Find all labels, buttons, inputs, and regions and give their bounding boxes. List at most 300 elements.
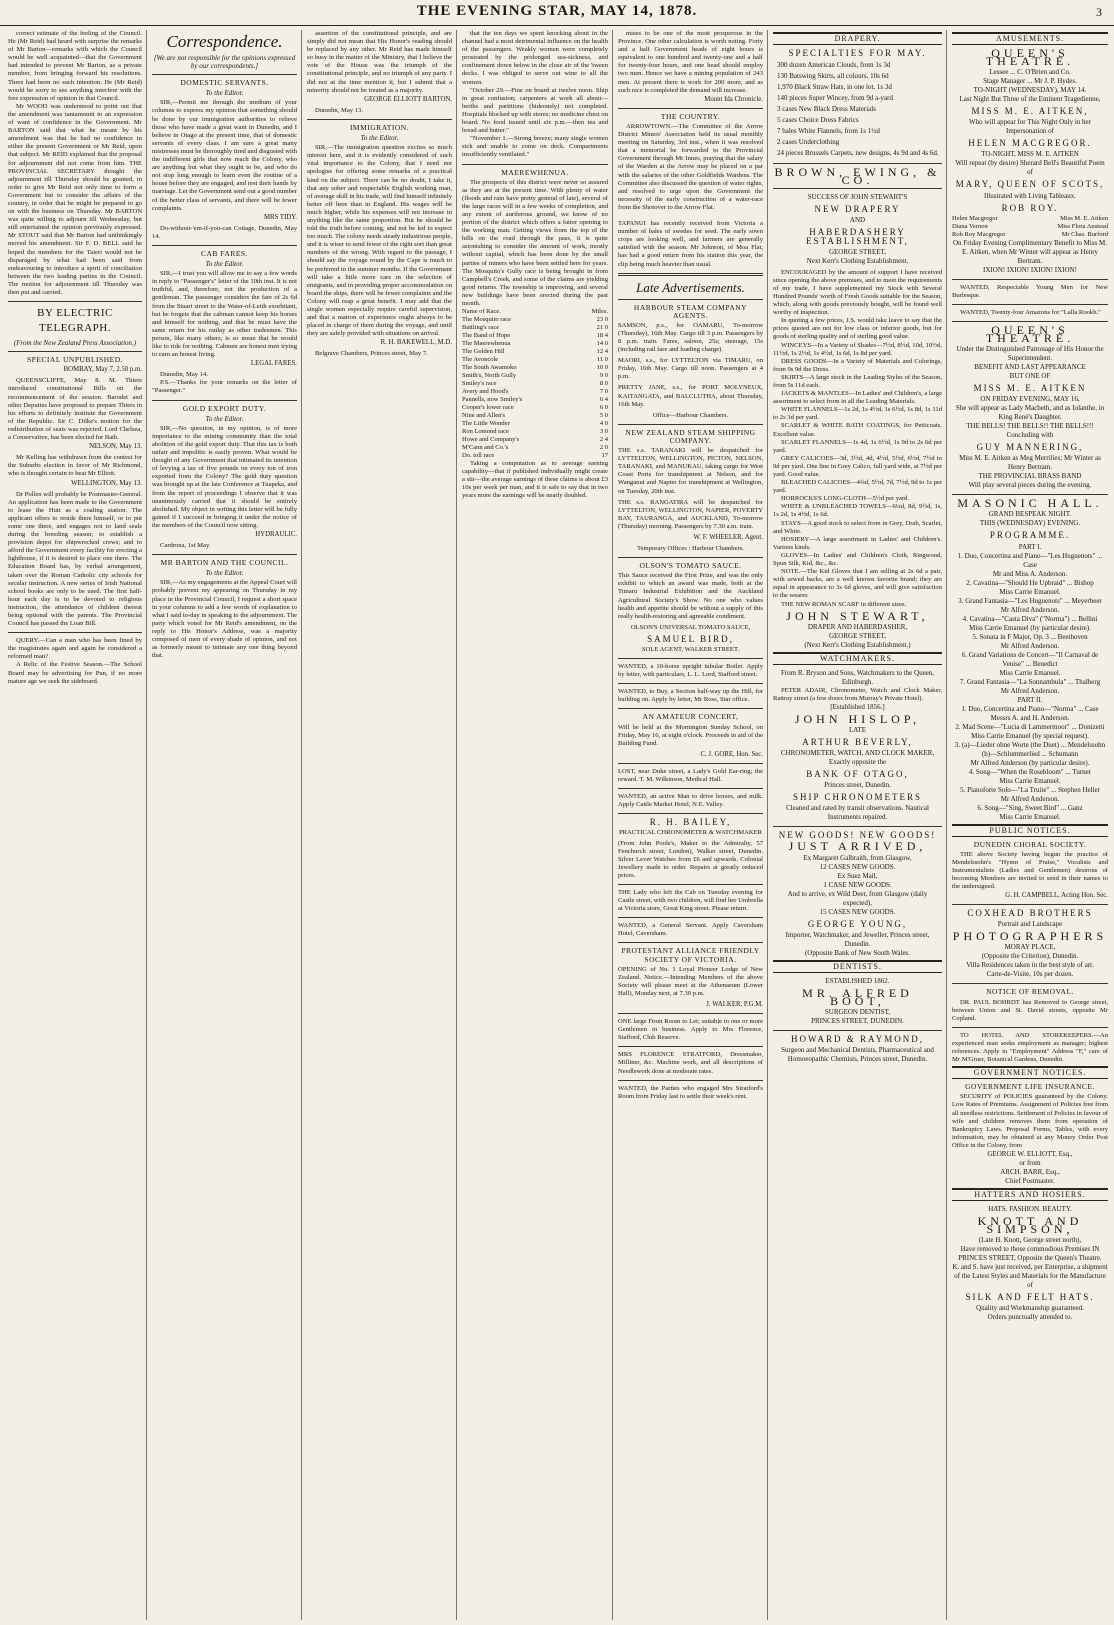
ad-title: QUEEN'S THEATRE. [985, 322, 1075, 346]
ad-line: ARCH. BARR, Esq., [1000, 1168, 1060, 1177]
drapery-heading: DRAPERY. [773, 32, 942, 45]
letter-body: SIR,—As my engagements at the Appeal Court will probably prevent my appearing on Thursday in my place in the Provincial Council, I request a short space in your columns to add a few words of explanation to what I said to-day in speaking to the adjournment. The party which voted for Mr Reid's amendment, on the reply to His Honor's Address, was a majority composed of men of every shade of opinion, and not as formerly meant to intimate any one thing beyond that. [152, 579, 297, 660]
table-row [462, 404, 608, 412]
ad-text: THE s.s. TARANAKI will be despatched for LYTTELTON, WELLINGTON, PICTON, NELSON, TARANAKI, and MANUKAU, taking cargo for West Coast Ports for transhipment at Nelson, and for Wanganui and Napier for transhipment at Wellington, on Tuesday, 20th inst. [618, 447, 763, 495]
table-row [462, 380, 608, 388]
table-row [462, 324, 608, 332]
divider [307, 119, 452, 120]
ad-text: THE above Society having begun the practice of Mendelssohn's "Hymn of Praise," Vocalists and Instrumentalists (Ladies and Gentlemen) desirous of becoming Members are invited to send in their names to the undersigned. [952, 850, 1108, 891]
article-text: Mr WOOD was understood to point out that the amendment was tantamount to an expression of want of confidence in the Government. Mr BARTON said that what he meant by his amendment was that he had no confidence in either the present Government or Mr Reid, upon that subject. Mr REID explained that the proposal for adjournment did not come from him. THE PROVINCIAL SECRETARY thought the adjournment till Thursday should be granted, in order to give Mr Reid not only time to form a Government but to consider the affairs of the country, in order that he might be prepared to go on with the business on Thursday. Mr BARTON was quite willing to adjourn till Wednesday, but still entertained the opinion previously expressed. Mr STOUT said that Mr Barton had unthinkingly moved his amendment. Sir F. D. BELL said he hoped the members for the Taieri would not be disparaged by what had been said from endeavouring to introduce a spirit of conciliation between the two leading parties in the Council. The motion for adjournment till Thursday was then put and carried. [8, 102, 142, 296]
divider [773, 163, 942, 164]
article-text: QUERY.—Can a man who has been fined by the magistrates again and again be considered a reformed man? [8, 637, 142, 661]
list-item: 2 cases Underclothing [777, 138, 840, 147]
programme-item: 4. Cavatina—"Casta Diva" ("Norma") ... Bellini [962, 614, 1098, 623]
programme-item: 1. Duo, Concertina and Piano—"Norma" ... Case [961, 704, 1099, 713]
race-name: Howe and Company's [462, 436, 520, 444]
list-item: WHITE & UNBLEACHED TOWELS—6¼d, 8d, 9½d, 1s, 1s 2d, 1s 4½d, 1s 6d. [773, 503, 942, 519]
letter-salutation: To the Editor. [205, 89, 244, 98]
race-name: Nine and Allen's [462, 412, 506, 420]
role: Helen Macgregor [952, 214, 998, 222]
programme-item: 6. Song—"Sing, Sweet Bird" ... Ganz [977, 803, 1083, 812]
ad-line: Under the Distinguished Patronage of His Honor the Superintendent. [956, 345, 1104, 363]
column-3 [307, 30, 452, 1620]
page-number: 3 [1096, 5, 1102, 19]
column-rule [612, 30, 613, 1620]
letter-title: IMMIGRATION. [349, 122, 410, 132]
table-row [462, 348, 608, 356]
programme-item: Mr Alfred Anderson. [1000, 641, 1060, 650]
ad-line: 15 CASES NEW GOODS. [819, 907, 896, 916]
ad-title: R. H. BAILEY, [649, 817, 732, 828]
ad-heading: NEW ZEALAND STEAM SHIPPING COMPANY. [625, 427, 756, 445]
ad-title: KNOTT AND SIMPSON, [977, 1214, 1083, 1237]
ad-line: Exactly opposite the [828, 758, 887, 767]
race-miles: 21 0 [596, 324, 608, 332]
ad-title: JOHN HISLOP, [794, 711, 921, 726]
ad-line: PART II. [1017, 695, 1043, 704]
divider [773, 188, 942, 189]
ad-text: WANTED, an active Man to drive horses, and milk. Apply Cattle Market Hotel, N.E. Valley. [618, 793, 763, 809]
ad-line: ON FRIDAY EVENING, MAY 16, [980, 395, 1080, 404]
article-text: "October 29.—Fine on board at twelve noon. Ship in great confusion; carpenters at work all about—berths and partitions (hideously) not completed. Hospitals blocked up with stores; no medicine chest on board. No food issued until six p.m.—then tea and bread and butter." [462, 86, 608, 135]
programme-item: Mr Alfred Anderson. [1000, 605, 1060, 614]
article-text: Taking a computation as to average earning capability—that if published individually might create a stir—the average earnings of these claims is about £3 10s per week per man, and it is safe to say that in two years more the earnings will be nearly doubled. [462, 460, 608, 500]
article-text: QUEENSCLIFFE, May 8. M. Thiers introduced constitutional Bills on the recommencement of the session. Barodet and other Deputies have proposed to prepare Thiers in his efforts to definitely institute the Government of the Republic. Sir C. Dilke's motion for the redistribution of seats was rejected. Lord Chelsea, a Conservative, has been elected for Bath. [8, 377, 142, 442]
list-item: HOSIERY—A large assortment in Ladies' and Children's. Various kinds. [773, 535, 942, 551]
programme-item: Messrs A. and H. Anderson. [990, 713, 1070, 722]
cast-row [952, 223, 1108, 231]
letter-postscript: P.S.—Thanks for your remarks on the letter of "Passenger." [152, 379, 297, 395]
ad-title: PHOTOGRAPHERS [952, 929, 1108, 944]
column-2 [152, 30, 297, 1620]
race-miles: 4 0 [599, 420, 608, 428]
letter-title: CAB FARES. [201, 248, 248, 258]
programme-part-2 [952, 705, 1108, 822]
divider [618, 658, 763, 659]
divider [618, 708, 763, 709]
country-heading: THE COUNTRY. [660, 111, 721, 121]
divider [618, 1013, 763, 1014]
race-miles: 2 0 [599, 444, 608, 452]
ad-text: (From John Poole's, Maker to the Admiralty, 57 Fenchurch street, London), Walker street, Dunedin. Silver Lever Watches from £6 and upwards. Colonial Jewellery made to order. Repairs at greatly reduced prices. [618, 839, 763, 879]
article-text: that the ten days we spent knocking about in the channel had a most detrimental influence on the health of the passengers. Weakly women were completely prostrated by the prolonged sea-sickness, and confinement down below in the close air of the 'tween decks. I was obliged to serve out wine to all the women. [462, 30, 608, 86]
letter-address: Dunedin, May 14. [160, 371, 208, 379]
table-total-value: 17 [601, 452, 608, 460]
cast-row [952, 215, 1108, 223]
list-item: 7 bales White Flannels, from 1s 1½d [777, 127, 880, 136]
ad-line: THE PROVINCIAL BRASS BAND [978, 472, 1082, 481]
list-item: WINCEYS—In a Variety of Shades—7½d, 8½d, 10d, 10½d, 11½d, 1s 2½d, 1s 4½d, 1s 6d, 1s 8d per yard. [773, 341, 942, 357]
letter-title: DOMESTIC SERVANTS. [180, 78, 269, 88]
ad-title: GEORGE YOUNG, [807, 918, 908, 929]
ad-line: (Opposite the Criterion), Dunedin. [981, 952, 1079, 961]
letter-address: Belgrave Chambers, Princes street, May 7. [315, 350, 428, 358]
letter-body: SIR,—The immigration question excites so much interest here, and it is evidently considered of such vital importance to the Colony, that I need not apologise for offering some remarks of a practical kind on the subject. There can be no doubt, I take it, that any sober and respectable English working man, of average skill in his trade, will find himself infinitely better off here than in England. His wages will be much higher, while his expenses will not increase in anything like the same proportion. But he should be told the truth before coming, and not be led to expect too much. The colony needs steady industrious people, and it is wiser to send fewer of the right sort than great numbers of the wrong. With regard to the passage, I should say the voyage round by the Cape is much to be preferred in the summer months. If the Government will take a little more care in the selection of emigrants, and in providing proper accommodation on board the ships, there will be fewer complaints and the Colony will reap a great benefit. I may add that the single women especially require careful supervision, and that a matron of experience ought always to be placed in charge of them during the voyage, and until they are safely provided with situations on arrival. [307, 144, 452, 338]
letter-body: SIR,—No question, in my opinion, is of more importance to the mining community than the total abolition of the gold export duty. That this tax is both unfair and impolitic is easily proven. What would be thought of any Government that intimated its intention of levying a tax of five pounds on every ton of iron exported from the Colony? The gold duty question was brought up at the late Conference at Tuapeka, and from the report of proceedings I observe that it was unanimously carried that it should be entirely abolished. My object in writing this letter will be fully gained if I succeed in bringing it under the notice of the members of the Council now sitting. [152, 424, 297, 529]
ad-line: PRINCES STREET, DUNEDIN. [811, 1016, 904, 1025]
article-text: Mr Kelling has withdrawn from the contest for the Suburbs election in favor of Mr Richmond, who is thought certain to beat Mr Elliott. [8, 454, 142, 478]
article-text: mises to be one of the most prosperous in the Province. One other calculation is worth noting. Forty and a half Government heads of eight hours is equivalent to one hundred and twenty-one and a half for twenty-four hours, and one head should employ two men. Hence we have a mining population of 243 men. At present there is work for 200 more, and as such race is completed the demand will increase. [618, 30, 763, 94]
divider [952, 279, 1108, 280]
ad-title: MARY, QUEEN OF SCOTS, [955, 179, 1105, 190]
programme-item: Miss Carrie Emanuel. [999, 587, 1061, 596]
letter-salutation: To the Editor. [205, 260, 244, 269]
ad-text: Will be held at the Mornington Sunday School, on Friday, May 16, at eight o'clock. Proceeds in aid of the Building Fund. [618, 723, 763, 747]
letter-address: Dunedin, May 13. [315, 106, 363, 114]
column-5 [618, 30, 763, 1620]
letter-body: SIR,—I trust you will allow me to say a few words in reply to "Passenger's" letter of the 10th inst. It is not truthful, and, therefore, not the production of a gentleman. The passenger considers the fare of 2s 6d from the Stuart street to the Water-of-Leith exorbitant, but he forgets that the cabman cannot keep his horses and himself for nothing, and that he must have the same return for his outlay as other tradesmen. This person, like many others, is so mean that he would like to ride for nothing. Cabmen are honest men trying to earn an honest living. [152, 270, 297, 359]
ad-text: SAMSON, p.s., for OAMARU, To-morrow (Thursday), 16th May. Cargo till 3 p.m. Passengers by 8 p.m. train. Fares, saloon, 25s; steerage, 15s (including rail fare and loading charge). [618, 321, 763, 354]
ad-text: This Sauce received the First Prize, and was the only exhibit to which an award was made, both at the Timaru Industrial Exhibition and the Auckland Agricultural Society's Show. No one who values health and appetite should be without a supply of this really health-restoring and agreeable condiment. [618, 572, 763, 620]
list-item: SKIRTS—A large stock in the Leading Styles of the Season, from 5s 11d each. [773, 373, 942, 389]
divider [952, 983, 1108, 984]
divider [152, 554, 297, 555]
programme-item: 3. Grand Fantasia—"Les Huguenots" ... Meyerbeer [958, 596, 1102, 605]
ad-line: Ex Suez Mail, [837, 871, 878, 880]
race-miles: 14 0 [596, 340, 608, 348]
amusements-heading: AMUSEMENTS. [952, 32, 1108, 45]
ad-line: GEORGE STREET, [828, 631, 887, 640]
programme-item: 5. Sonata in F Major, Op. 3 ... Beethoven [972, 632, 1088, 641]
race-name: Ron Lomond race [462, 428, 509, 436]
ad-text: PRETTY JANE, s.s., for PORT MOLYNEUX, KAITANGATA, and BALCLUTHA, about Thursday, 16th May. [618, 384, 763, 408]
article-text: correct estimate of the feeling of the Council. He (Mr Reid) had heard with surprise the remarks of Mr Barton—remarks with which the Council would be well acquainted—that the Government had intended to prevent Mr Barton, as a private member, from bringing forward his resolutions. There had been no such intention. He (Mr Reid) would be sorry to see anything interfere with the free expression of opinion in that Council. [8, 30, 142, 102]
letter-body: assertion of the constitutional principle, and are simply did not mean that His Honor's reading should be replaced by any other. Mr Reid has made himself so busy in the matter of the Ministry, that I believe the vote of the House was the triumph of the constitutional principle, and no triumph of any party. I did not at the time mention it, but I submit that a minority should not be treated as a majority. [307, 30, 452, 94]
ad-text: PETER ADAIR, Chronometer, Watch and Clock Maker, Rattray street (a few doors from Murray's Private Hotel). [773, 686, 942, 702]
ad-line: Importer, Watchmaker, and Jeweller, Princes street, Dunedin. [785, 930, 930, 948]
drapery-list [773, 60, 942, 159]
disclaimer: [We are not responsible for the opinions expressed by our correspondents.] [153, 54, 296, 71]
article-text: "November 1.—Strong breeze; many single women sick and unable to come on deck. Compartments insufficiently ventilated." [462, 135, 608, 159]
list-item: STAYS—A good stock to select from in Grey, Drab, Scarlet, and White. [773, 519, 942, 535]
ad-title: SHIP CHRONOMETERS [793, 792, 922, 803]
list-item: JACKETS & MANTLES—In Ladies' and Children's, a large assortment to select from in all the Leading Materials. [773, 390, 942, 406]
ad-title: JUST ARRIVED, [788, 839, 927, 854]
ad-title: BANK OF OTAGO, [806, 769, 909, 780]
race-name: Cooper's lower race [462, 404, 514, 412]
dateline: BOMBAY, May 7, 2.50 p.m. [63, 366, 142, 374]
race-name: M'Cann and Co.'s [462, 444, 509, 452]
ad-line: Princes street, Dunedin. [824, 781, 891, 790]
programme-item: 5. Pianoforte Solo—"La Truite" ... Stephen Heller [960, 785, 1100, 794]
programme-item: (b)—Schlummerlied ... Schumann [981, 749, 1079, 758]
ad-heading: HARBOUR STEAM COMPANY AGENTS. [633, 302, 748, 320]
ad-line: (Next Kerr's Clothing Establishment.) [804, 640, 911, 649]
race-miles: 10 0 [596, 364, 608, 372]
divider [618, 299, 763, 300]
ad-line: Lessee ... C. O'Brien and Co. [989, 68, 1071, 77]
programme-item: Miss Carrie Emanuel (by special request). [971, 731, 1089, 740]
ad-line: Ex Margaret Galbraith, from Glasgow, [803, 853, 912, 862]
list-item: 24 pieces Brussels Carpets, new designs, 4s 9d and 4s 6d. [777, 149, 939, 158]
ad-text: WANTED, a General Servant. Apply Caversham Hotel, Caversham. [618, 922, 763, 938]
programme-item: 2. Mad Scene—"Lucia di Lammermoor" ... Donizetti [955, 722, 1105, 731]
table-col-name: Name of Race. [462, 308, 501, 316]
race-miles: 5 0 [599, 412, 608, 420]
programme-item: 2. Cavatina—"Should He Upbraid" ... Bishop [966, 578, 1094, 587]
ad-line: ESTABLISHED 1862. [825, 976, 890, 985]
list-item: 140 pieces Super Wincey, from 9d a-yard [777, 94, 893, 103]
divider [618, 813, 763, 814]
letter-title: MR BARTON AND THE COUNCIL. [160, 558, 289, 568]
ad-line: HATS. FASHION. BEAUTY. [988, 1205, 1072, 1214]
divider [8, 301, 142, 302]
ad-title: SILK AND FELT HATS. [965, 1292, 1095, 1303]
divider [952, 904, 1108, 905]
column-rule [767, 30, 768, 1620]
column-6 [773, 30, 942, 1620]
government-notices-heading: GOVERNMENT NOTICES. [952, 1066, 1108, 1079]
table-row [462, 420, 608, 428]
programme-item: Miss Carrie Emanuel (by particular desire). [969, 623, 1091, 632]
ad-line: Orders punctually attended to. [987, 1313, 1073, 1322]
ad-line: GRAND BESPEAK NIGHT. [988, 510, 1072, 519]
ad-heading: PROTESTANT ALLIANCE FRIENDLY SOCIETY OF VICTORIA. [621, 946, 760, 964]
divider [8, 632, 142, 633]
maerewhenua-heading: MAEREWHENUA. [501, 167, 569, 177]
ad-line: Quality and Workmanship guaranteed. [976, 1304, 1084, 1313]
race-table [462, 316, 608, 452]
actor: Miss M. E. Aitken [1060, 214, 1108, 222]
ad-title: HOWARD & RAYMOND, [791, 1033, 924, 1044]
table-row [462, 452, 608, 460]
ad-heading: DUNEDIN CHORAL SOCIETY. [973, 839, 1087, 849]
race-name: Smith's, North Gully [462, 372, 517, 380]
ad-heading: OLSON'S TOMATO SAUCE. [639, 561, 742, 571]
table-row [462, 356, 608, 364]
letter-signature: LEGAL FARES. [250, 360, 297, 368]
ad-text: THE NEW ROMAN SCARF in different sizes. [781, 600, 907, 608]
cast-row [952, 231, 1108, 239]
ad-text: WANTED, to Buy, a Section half-way up the Hill, for building on. Apply by letter, Mr Ross, Star office. [618, 688, 763, 704]
ad-line: IXION! IXION! IXION! IXION! [983, 265, 1077, 274]
column-1 [8, 30, 142, 1620]
ad-line: MORAY PLACE, [1004, 943, 1056, 952]
ad-title: SAMUEL BIRD, [647, 633, 734, 644]
actor: Mr Chas. Burford [1061, 230, 1108, 238]
stewart-list [773, 342, 942, 569]
telegraph-subheading: (From the New Zealand Press Association.) [13, 339, 137, 348]
race-name: The Golden Hill [462, 348, 505, 356]
list-item: 3 cases New Black Dress Materials [777, 105, 876, 114]
letter-signature: R. H. BAKEWELL, M.D. [380, 339, 452, 347]
divider [773, 1030, 942, 1031]
ad-line: SUCCESS OF JOHN STEWART'S [807, 193, 908, 202]
ad-line: CHRONOMETER, WATCH, AND CLOCK MAKER, [780, 749, 935, 758]
ad-line: Stage Manager ... Mr J. P. Hydes. [983, 77, 1077, 86]
ad-line: From R. Bryson and Sons, Watchmakers to the Queen, Edinburgh. [780, 668, 935, 686]
ad-line: Cleaned and rated by transit observations. Nautical Instruments repaired. [786, 804, 929, 822]
ad-title: MISS M. E. AITKEN, [971, 106, 1089, 117]
divider [952, 304, 1108, 305]
ad-title: ROB ROY. [1001, 202, 1059, 213]
divider [152, 74, 297, 75]
divider [618, 424, 763, 425]
race-miles: 9 0 [599, 372, 608, 380]
ad-title: PROGRAMME. [989, 530, 1071, 541]
race-miles: 18 4 [596, 332, 608, 340]
letter-salutation: To the Editor. [205, 569, 244, 578]
special-heading: SPECIAL UNPUBLISHED. [27, 355, 123, 365]
ad-line: GEORGE W. ELLIOTT, Esq., [987, 1150, 1073, 1159]
letter-salutation: To the Editor. [205, 414, 244, 423]
list-item: SCARLET & WHITE BATH COATINGS, for Petticoats. Excellent value. [773, 422, 942, 438]
race-name: The Band of Hope [462, 332, 511, 340]
ad-line: [Established 1856.] [830, 702, 885, 711]
column-rule [301, 30, 302, 1620]
ad-title: HELEN MACGREGOR. [968, 138, 1092, 149]
list-item: 1,970 Black Straw Hats, in one lot, 1s 3d [777, 83, 892, 92]
ad-text: In quoting a few prices, J.S. would take leave to say that the prices quoted are not for low class or inferior goods, but for goods of sterling quality and of sterling good value. [773, 317, 942, 341]
role: Diana Vernon [952, 222, 988, 230]
list-item: BLEACHED CALICOES—4¾d, 5½d, 7d, 7½d, 9d to 1s per yard. [773, 479, 942, 495]
divider [618, 1080, 763, 1081]
race-name: The Mosquito race [462, 316, 512, 324]
divider [618, 884, 763, 885]
column-4 [462, 30, 608, 1620]
list-item: DRESS GOODS—In a Variety of Materials and Colorings, from 9s 9d the Dress. [773, 357, 942, 373]
letter-address: Cardrona, 1st May. [160, 542, 211, 550]
race-name: The Little Wonder [462, 420, 510, 428]
programme-item: 6. Grand Variations de Concert—"Il Carnaval de Venise" ... Benedict [961, 650, 1099, 668]
table-row [462, 388, 608, 396]
programme-item: 4. Song—"When the Rosebloom" ... Turner [968, 767, 1092, 776]
ad-text: MAORI, s.s., for LYTTELTON via TIMARU, on Friday, 16th May. Cargo till noon. Passengers at 4 p.m. [618, 357, 763, 381]
column-7 [952, 30, 1108, 1620]
ad-line: And to arrive, ex Wild Deer, from Glasgow (daily expected), [787, 889, 928, 907]
divider [618, 917, 763, 918]
ad-title: JOHN STEWART, [786, 608, 929, 623]
letter-signature: MRS TIDY. [264, 213, 297, 221]
divider [618, 273, 763, 276]
race-miles: 23 0 [596, 316, 608, 324]
column-rule [946, 30, 947, 1620]
list-item: 130 Batswing Skirts, all colours, 10s 6d [777, 72, 889, 81]
ad-line: She will appear as Lady Macbeth, and as Iolanthe, in King René's Daughter. [955, 404, 1105, 422]
ad-text: SOLE AGENT, WALKER STREET. [641, 646, 740, 653]
ad-line: LATE [848, 726, 867, 735]
race-name: Battling's race [462, 324, 500, 332]
watchmakers-heading: WATCHMAKERS. [773, 652, 942, 665]
source-attribution: Mount Ida Chronicle. [704, 95, 763, 103]
list-item: 5 cases Choice Dress Fabrics [777, 116, 859, 125]
ad-line: Last Night But Three of the Eminent Tragedienne, [959, 95, 1101, 104]
ad-text: MRS FLORENCE STRATFORD, Dressmaker, Milliner, &c. Machine work, and all descriptions of Needlework done at moderate rates. [618, 1051, 763, 1075]
race-name: The South Awamoko [462, 364, 517, 372]
programme-item: Miss Carrie Emanuel. [999, 668, 1061, 677]
race-name: Avery and Hood's [462, 388, 509, 396]
ad-text: THE Lady who left the Cab on Tuesday evening for Castle street, with two children, will find her Umbrella at Victoria store, Great King street. Please return. [618, 888, 763, 913]
telegraph-heading: BY ELECTRIC TELEGRAPH. [37, 307, 113, 335]
ad-line: Will play several pieces during the evening. [968, 481, 1092, 490]
divider [773, 826, 942, 827]
race-miles: 11 0 [596, 356, 608, 364]
late-ads-heading: Late Advertisements. [636, 279, 745, 295]
ad-line: Will repeat (by desire) Sherard Bell's Beautiful Poem of [955, 159, 1105, 177]
ad-line: Miss M. E. Aitken as Meg Merrilies; Mr Winter as Henry Bertram. [959, 454, 1101, 472]
ad-text: WANTED, Twenty-four Amazons for "Lalla Rookh." [960, 308, 1101, 316]
ad-text: PRACTICAL CHRONOMETER & WATCHMAKER [618, 829, 763, 837]
race-miles: 7 0 [599, 388, 608, 396]
ad-signature: C. J. GORE, Hon. Sec. [700, 750, 763, 758]
programme-part-1 [952, 552, 1108, 696]
ad-text: LOST, near Duke street, a Lady's Gold Ear-ring; the reward. T. M. Wilkinson, Medical Hall. [618, 767, 763, 784]
ad-title: QUEEN'S THEATRE. [985, 46, 1075, 69]
programme-item: Mr Alfred Anderson. [1000, 794, 1060, 803]
ad-text: NOTE.—The Kid Gloves that I am selling at 2s 6d a pair, with sewed backs, are a well known favorite brand; they are equal in appearance to 3s 6d gloves, and will give satisfaction to the wearer. [773, 568, 942, 600]
ad-line: Chief Postmaster. [1005, 1177, 1055, 1186]
ad-line: PART I. [1018, 542, 1042, 551]
article-text: Dr Pollen will probably be Postmaster-General. An application has been made to the Government to lease the Hutt as a coaling station. The applicant offers to reside there himself, or to put some one there, and engages not to land seals during the breeding season; to establish a provision depot for shipwrecked crews; and to afford the Government every facility for erecting a lighthouse, if it is desired to place one there. The Education Board has, by verbal arrangement, taken over the Roman Catholic city schools for secular instruction. A new series of Irish National school books are only to be used. The first half-hour each day is to be devoted to religious instruction, the attendance of children thereat being optional with the parents. The Provincial Council has passed the Loan Bill. [8, 490, 142, 628]
table-row [462, 316, 608, 324]
column-rule [146, 30, 147, 1620]
table-row [462, 444, 608, 452]
race-miles: 6 0 [599, 404, 608, 412]
table-row [462, 340, 608, 348]
table-col-miles: Miles. [591, 308, 608, 316]
letter-signature: GEORGE ELLIOTT BARTON. [364, 95, 452, 103]
ad-title: COXHEAD BROTHERS [967, 908, 1093, 919]
list-item: SCARLET FLANNELS—1s 4d, 1s 6½d, 1s 9d to 2s 6d per yard. [773, 438, 942, 454]
role: Rob Roy Macgregor [952, 230, 1006, 238]
dentists-heading: DENTISTS. [773, 960, 942, 973]
programme-item: Mr Alfred Anderson (by particular desire). [970, 758, 1090, 767]
ad-line: TO-NIGHT, MISS M. E. AITKEN [981, 150, 1079, 159]
list-item: 300 dozen American Clouds, from 1s 3d [777, 61, 891, 70]
divider [152, 245, 297, 246]
ad-text: THE s.s. RANGATIRA will be despatched for LYTTELTON, WELLINGTON, NAPIER, POVERTY BAY, TAURANGA, and AUCKLAND, To-morrow (Thursday) morning. Passengers by 7.30 a.m. train. [618, 498, 763, 530]
ad-heading: GOVERNMENT LIFE INSURANCE. [965, 1082, 1095, 1092]
divider [618, 108, 763, 109]
column-rule [456, 30, 457, 1620]
hatters-heading: HATTERS AND HOSIERS. [952, 1188, 1108, 1201]
letter-title: GOLD EXPORT DUTY. [182, 403, 267, 413]
divider [462, 164, 608, 165]
ad-title: MISS M. E. AITKEN [973, 383, 1087, 394]
divider [952, 1027, 1108, 1028]
ad-line: THE BELLS! THE BELLS!! THE BELLS!!! [966, 422, 1094, 431]
programme-item: Miss Carrie Emanuel. [999, 776, 1061, 785]
table-row [462, 396, 608, 404]
ad-line: DRAPER AND HABERDASHER, [807, 622, 908, 631]
ad-text: ENCOURAGED by the amount of support I have received since opening the above premises, and to meet the requirements of my trade, I have supplemented my Stock with Several Hundred Pounds' worth of Fresh Goods suitable for the Season, which, along with goods previously bought, will be found well worthy of inspection. [773, 268, 942, 317]
ad-heading: NOTICE OF REMOVAL. [986, 987, 1074, 997]
divider [618, 942, 763, 943]
ad-line: 12 CASES NEW GOODS. [819, 862, 896, 871]
correspondence-heading: Correspondence. [166, 32, 283, 51]
divider [952, 321, 1108, 322]
divider [618, 763, 763, 764]
programme-item: 7. Grand Fantasia—"La Sonnambula" ... Thalberg [959, 677, 1101, 686]
ad-text: Office—Harbour Chambers. [652, 411, 729, 419]
ad-line: BUT ONE OF [1009, 372, 1051, 381]
table-row [462, 436, 608, 444]
race-miles: 3 0 [599, 428, 608, 436]
cast-list [952, 215, 1108, 239]
letter-address: Do-without-'em-if-you-can Cottage, Dunedin, May 14. [152, 224, 297, 240]
ad-line: Surgeon and Mechanical Dentists, Pharmaceutical and Homoeopathic Chemists, Princes street, Dunedin. [781, 1046, 934, 1063]
actor: Miss Flora Anstead [1057, 222, 1108, 230]
masthead-title: THE EVENING STAR, MAY 14, 1878. [416, 3, 698, 19]
ad-text: TO HOTEL AND STOREKEEPERS.—An experienced man seeks employment as manager; highest references. Apply to "Employment" Address "F," care of Mr M'Gruer, Botanical Gardens, Dunedin. [952, 1031, 1108, 1064]
masthead [0, 0, 1114, 26]
ad-line: Carte-de-Visite, 10s per dozen. [986, 970, 1074, 979]
ad-line: (Opposite Bank of New South Wales. [804, 948, 911, 957]
ad-title: HABERDASHERY ESTABLISHMENT, [806, 227, 909, 246]
ad-signature: J. WALKER, P.G.M. [706, 1001, 763, 1008]
divider [618, 1046, 763, 1047]
ad-line: BENEFIT AND LAST APPEARANCE [974, 363, 1086, 372]
